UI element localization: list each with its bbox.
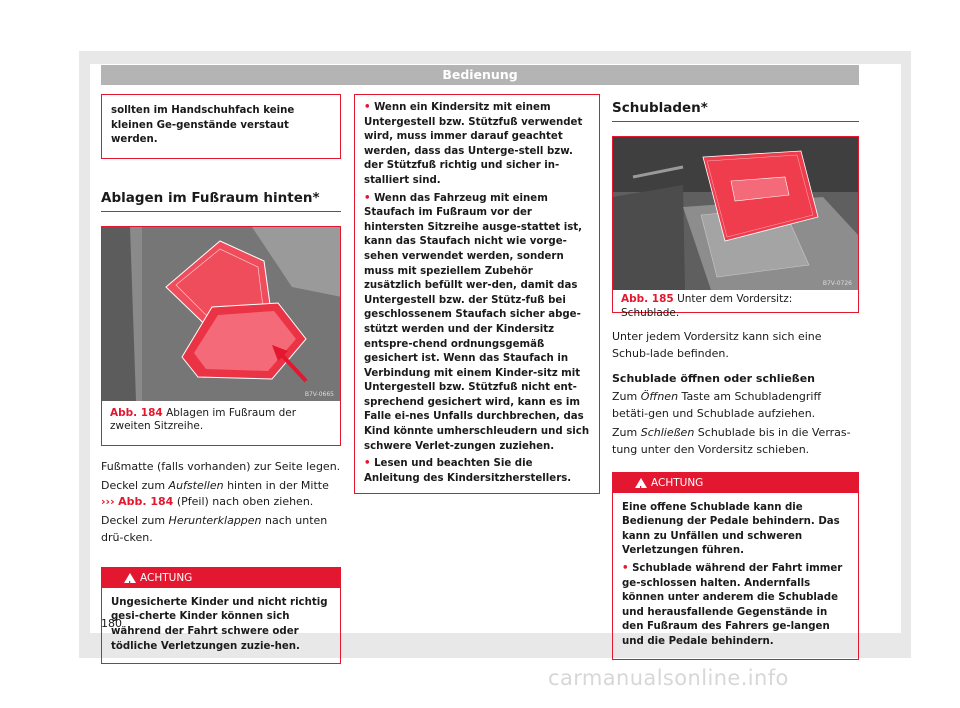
column-middle (354, 94, 600, 494)
paragraph-fussmatte: Fußmatte (falls vorhanden) zur Seite legen. (101, 459, 341, 473)
bullet-item: • Schublade während der Fahrt immer ge-schlossen halten. Andernfalls können unter anderem die Schublade und herausfallende Gegenstände in den Fußraum des Fahrers ge-langen und die Pedale behindern. (622, 562, 843, 647)
figure-185-image (613, 137, 858, 290)
subheading-schublade: Schublade öffnen oder schließen (612, 371, 816, 385)
figure-184-caption (102, 401, 340, 441)
warning-triangle-icon (635, 478, 647, 488)
figure-reference-arrow: ››› (101, 495, 115, 509)
bullet-item: • Wenn ein Kindersitz mit einem Untergestell bzw. Stützfuß verwendet wird, muss immer darauf geachtet werden, dass das Unterge-stell bzw. der Stützfuß richtig und sicher in-stalliert sind. (364, 102, 583, 186)
figure-184 (101, 226, 341, 446)
section-header: Bedienung (101, 65, 859, 85)
warning-continuation-box (354, 94, 600, 494)
figure-184-image (102, 227, 340, 401)
warning-header: ! ACHTUNG (102, 568, 340, 588)
figure-185 (612, 136, 859, 319)
warning-text: Eine offene Schublade kann die Bedienung der Pedale behindern. Das kann zu Unfällen und schweren Verletzungen führen. (622, 501, 840, 557)
figure-184-label: Abb. 184 (110, 406, 163, 419)
intro-warning-text: sollten im Handschuhfach keine kleinen Ge-genstände verstaut werden. (111, 105, 295, 146)
figure-185-caption-text: Unter dem Vordersitz: Schublade. (621, 293, 793, 319)
paragraph-deckel-herunterklappen: Deckel zum Herunterklappen nach unten drü-cken. (101, 514, 328, 544)
intro-warning-box (101, 94, 341, 159)
warning-header: ! ACHTUNG (613, 473, 858, 493)
column-right (612, 94, 859, 660)
figure-185-code: B7V-0726 (822, 280, 852, 287)
paragraph-deckel-aufstellen: Deckel zum Aufstellen hinten in der Mitte ››› Abb. 184 (Pfeil) nach oben ziehen. (101, 478, 329, 509)
warning-triangle-icon (124, 573, 136, 583)
figure-184-caption-text: Ablagen im Fußraum der zweiten Sitzreihe. (110, 406, 297, 433)
warning-box-children (101, 567, 341, 664)
paragraph-oeffnen: Zum Öffnen Taste am Schubladengriff betäti-gen und Schublade aufziehen. (612, 390, 822, 421)
figure-reference-184[interactable]: Abb. 184 (118, 495, 174, 509)
paragraph-schublade-info: Unter jedem Vordersitz kann sich eine Schub-lade befinden. (612, 330, 822, 360)
warning-text: Ungesicherte Kinder und nicht richtig gesi-cherte Kinder können sich während der Fahrt schwere oder tödliche Verletzungen zuzie-hen. (111, 596, 328, 652)
section-heading-schubladen: Schubladen* (612, 99, 859, 122)
figure-184-code: B7V-0665 (304, 390, 334, 398)
seat-drawer-illustration (613, 137, 858, 290)
paragraph-schliessen: Zum Schließen Schublade bis in die Verras-tung unter den Vordersitz schieben. (612, 425, 851, 456)
warning-box-drawer (612, 472, 859, 660)
figure-185-label: Abb. 185 (621, 293, 674, 305)
bullet-item: • Lesen und beachten Sie die Anleitung des Kindersitzherstellers. (364, 458, 572, 484)
footwell-storage-illustration (102, 227, 340, 401)
figure-185-caption (613, 290, 858, 327)
section-heading-fussraum: Ablagen im Fußraum hinten* (101, 189, 341, 212)
bullet-item: • Wenn das Fahrzeug mit einem Staufach im Fußraum vor der hintersten Sitzreihe ausge-stattet ist, kann das Staufach nicht wie vorge-sehen verwendet werden, sondern muss mit speziellem Zubehör zusätzlich befüllt wer-den, damit das Untergestell bzw. der Stütz-fuß bei geschlossenem Staufach sicher abge-stützt werden und der Kindersitz entspre-chend ordnungsgemäß gesichert ist. Wenn das Staufach in Verbindung mit einem Kinder-sitz mit Untergestell bzw. Stützfuß nicht ent-sprechend gesichert wird, kann es im Falle ei-nes Unfalls durchbrechen, das Kind könnte umherschleudern und sich schwere Verlet-zungen zuziehen. (364, 192, 590, 452)
warning-content (613, 493, 858, 659)
watermark: carmanualsonline.info (548, 666, 789, 690)
page-number: 180 (101, 617, 122, 630)
column-left (101, 94, 341, 664)
